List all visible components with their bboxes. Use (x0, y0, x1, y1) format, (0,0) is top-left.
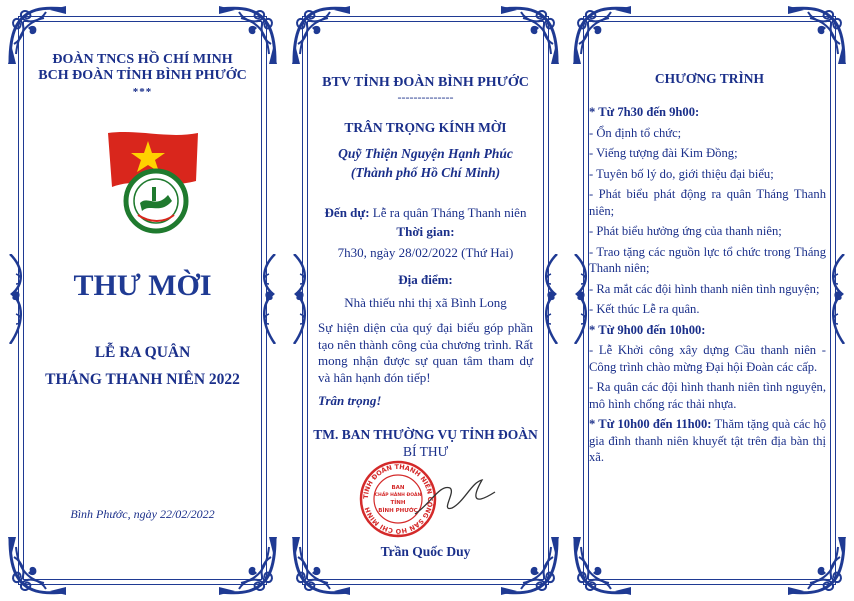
venue-value: Nhà thiếu nhi thị xã Bình Long (344, 295, 507, 310)
place-date: Bình Phước, ngày 22/02/2022 (70, 507, 215, 521)
divider-line: -------------- (397, 90, 454, 104)
list-item (589, 416, 826, 466)
svg-text:TỈNH: TỈNH (390, 500, 406, 506)
svg-text:BÌNH PHƯỚC: BÌNH PHƯỚC (378, 508, 418, 514)
program-agenda (589, 104, 826, 470)
cover-panel (6, 4, 279, 597)
stars-ornament: *** (132, 86, 153, 98)
list-item: - Kết thúc Lễ ra quân. (589, 302, 700, 316)
side-ornament-icon (253, 254, 279, 344)
corner-ornament-icon (501, 4, 561, 64)
organization-branch: BCH ĐOÀN TỈNH BÌNH PHƯỚC (38, 68, 247, 83)
side-ornament-icon (6, 254, 32, 344)
attend-label: Đến dự: (324, 205, 370, 220)
corner-ornament-icon (571, 537, 631, 597)
issuer: BTV TỈNH ĐOÀN BÌNH PHƯỚC (322, 75, 529, 90)
time-value: 7h30, ngày 28/02/2022 (Thứ Hai) (337, 245, 514, 260)
list-item: - Lễ Khởi công xây dựng Cầu thanh niên - Công trình chào mừng Đại hội Đoàn các cấp. (589, 343, 826, 374)
signature-mark (410, 474, 500, 524)
corner-ornament-icon (571, 4, 631, 64)
corner-ornament-icon (788, 537, 848, 597)
svg-text:CHẤP HÀNH ĐOÀN: CHẤP HÀNH ĐOÀN (374, 493, 422, 498)
corner-ornament-icon (290, 4, 350, 64)
invite-heading: TRÂN TRỌNG KÍNH MỜI (344, 120, 507, 135)
corner-ornament-icon (788, 4, 848, 64)
list-item: - Viếng tượng đài Kim Đồng; (589, 146, 738, 160)
program-heading: CHƯƠNG TRÌNH (654, 71, 765, 86)
corner-ornament-icon (6, 537, 66, 597)
signer-name: Trần Quốc Duy (380, 544, 471, 559)
youth-union-emblem-icon (98, 129, 208, 239)
event-name-line2: THÁNG THANH NIÊN 2022 (45, 371, 240, 388)
svg-text:TỈNH ĐOÀN THANH NIÊN CỘNG SẢN: TỈNH ĐOÀN THANH NIÊN CỘNG SẢN HỒ CHÍ MINH (361, 462, 435, 536)
organization-name: ĐOÀN TNCS HỒ CHÍ MINH (52, 52, 233, 67)
list-item: - Ra mắt các đội hình thanh niên tình nguyện; (589, 281, 820, 296)
venue-label: Địa điểm: (398, 272, 453, 287)
list-item: - Phát biểu hưởng ứng của thanh niên; (589, 224, 782, 238)
session-text: Thăm tặng quà các hộ gia đình thanh niên khuyết tật trên địa bàn thị xã. (589, 417, 826, 464)
list-item: - Ra quân các đội hình thanh niên tình nguyện, mô hình chống rác thải nhựa. (589, 380, 826, 411)
side-ornament-icon (535, 254, 561, 344)
svg-text:BAN: BAN (391, 485, 405, 491)
list-item: - Trao tặng các nguồn lực tổ chức trong Tháng Thanh niên; (589, 244, 826, 275)
invitation-message: Sự hiện diện của quý đại biểu góp phần tạo nên thành công của chương trình. Rất mong nhận được sự quan tâm tham dự và hân hạnh đón tiếp! (318, 320, 533, 385)
session-header: * Từ 10h00 đến 11h00: (589, 417, 712, 431)
event-name-line1: LỄ RA QUÂN (94, 344, 191, 361)
invitation-panel (290, 4, 561, 597)
attend-value: Lễ ra quân Tháng Thanh niên (369, 205, 527, 220)
session-header: * Từ 7h30 đến 9h00: (589, 105, 700, 119)
closing-text: Trân trọng! (318, 393, 382, 408)
corner-ornament-icon (219, 537, 279, 597)
list-item: - Ổn định tổ chức; (589, 125, 682, 140)
guest-name: Quỹ Thiện Nguyện Hạnh Phúc (338, 146, 513, 161)
signer-title: BÍ THƯ (402, 444, 449, 459)
side-ornament-icon (290, 254, 316, 344)
invitation-title: THƯ MỜI (73, 269, 212, 302)
program-panel (571, 4, 848, 597)
attend-line (318, 205, 533, 221)
signer-organization: TM. BAN THƯỜNG VỤ TỈNH ĐOÀN (313, 427, 538, 442)
guest-organization: (Thành phố Hồ Chí Minh) (350, 165, 501, 180)
session-header: * Từ 9h00 đến 10h00: (589, 322, 706, 337)
list-item: - Tuyên bố lý do, giới thiệu đại biểu; (589, 166, 774, 181)
time-label: Thời gian: (396, 224, 455, 239)
list-item: - Phát biểu phát động ra quân Tháng Thanh niên; (589, 187, 826, 218)
